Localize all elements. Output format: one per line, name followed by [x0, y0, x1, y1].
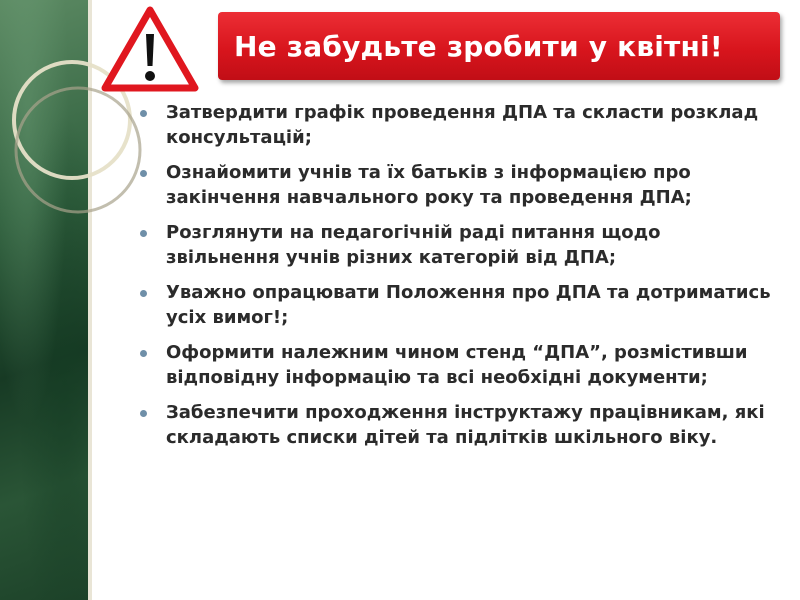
page-title: Не забудьте зробити у квітні! [234, 29, 723, 63]
list-item [138, 340, 778, 390]
bullet-point-icon [140, 110, 147, 117]
list-item [138, 220, 778, 270]
bullet-text: Розглянути на педагогічній раді питання щодо звільнення учнів різних категорій від ДПА; [166, 222, 661, 268]
list-item [138, 100, 778, 150]
title-banner [218, 12, 780, 80]
bullet-text: Ознайомити учнів та їх батьків з інформацією про закінчення навчального року та проведення ДПА; [166, 162, 692, 208]
bullet-point-icon [140, 170, 147, 177]
bullet-point-icon [140, 350, 147, 357]
bullet-text: Уважно опрацювати Положення про ДПА та дотриматись усіх вимог!; [166, 282, 771, 328]
bullet-point-icon [140, 410, 147, 417]
bullet-text: Забезпечити проходження інструктажу працівникам, які складають списки дітей та підлітків шкільного віку. [166, 402, 765, 448]
warning-triangle-icon [100, 4, 200, 94]
bullet-list [138, 100, 778, 460]
bullet-point-icon [140, 290, 147, 297]
bullet-text: Затвердити графік проведення ДПА та скласти розклад консультацій; [166, 102, 759, 148]
list-item [138, 400, 778, 450]
bullet-text: Оформити належним чином стенд “ДПА”, розмістивши відповідну інформацію та всі необхідні документи; [166, 342, 748, 388]
list-item [138, 280, 778, 330]
list-item [138, 160, 778, 210]
bullet-point-icon [140, 230, 147, 237]
